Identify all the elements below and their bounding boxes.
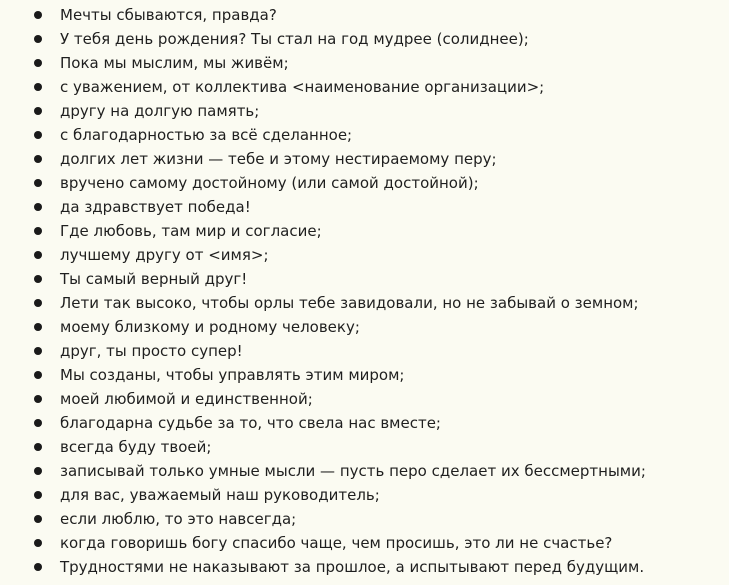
list-item-text: долгих лет жизни — тебе и этому нестираемому перу; [60,150,497,168]
list-item [0,27,729,51]
list-item-text: моему близкому и родному человеку; [60,318,360,336]
list-item [0,483,729,507]
list-item [0,291,729,315]
list-item-text: Пока мы мыслим, мы живём; [60,54,289,72]
list-item-text: Мечты сбываются, правда? [60,6,277,24]
bullet-icon [34,467,42,475]
list-item [0,387,729,411]
list-item-text: всегда буду твоей; [60,438,212,456]
list-item [0,555,729,579]
list-item [0,435,729,459]
list-item-text: лучшему другу от <имя>; [60,246,269,264]
list-item [0,219,729,243]
bullet-icon [34,275,42,283]
list-item-text: с благодарностью за всё сделанное; [60,126,353,144]
bullet-icon [34,371,42,379]
bullet-icon [34,323,42,331]
bullet-icon [34,59,42,67]
list-item [0,459,729,483]
bullet-icon [34,83,42,91]
bullet-icon [34,227,42,235]
list-item-text: для вас, уважаемый наш руководитель; [60,486,380,504]
list-item [0,195,729,219]
list-item [0,339,729,363]
list-item [0,267,729,291]
list-item-text: У тебя день рождения? Ты стал на год мудрее (солиднее); [60,30,529,48]
list-item-text: записывай только умные мысли — пусть перо сделает их бессмертными; [60,462,646,480]
list-item [0,315,729,339]
list-item-text: Трудностями не наказывают за прошлое, а испытывают перед будущим. [60,558,645,576]
list-item-text: Где любовь, там мир и согласие; [60,222,322,240]
list-item [0,363,729,387]
list-item-text: моей любимой и единственной; [60,390,313,408]
list-item-text: с уважением, от коллектива <наименование организации>; [60,78,545,96]
bullet-icon [34,443,42,451]
bullet-icon [34,491,42,499]
bullet-icon [34,563,42,571]
bullet-icon [34,515,42,523]
list-item [0,507,729,531]
list-item [0,123,729,147]
list-item [0,51,729,75]
bullet-icon [34,299,42,307]
list-item-text: если люблю, то это навсегда; [60,510,297,528]
list-item-text: Ты самый верный друг! [60,270,248,288]
list-item [0,171,729,195]
bullet-icon [34,539,42,547]
bullet-list [0,3,729,579]
bullet-icon [34,107,42,115]
bullet-icon [34,131,42,139]
list-item-text: Мы созданы, чтобы управлять этим миром; [60,366,405,384]
bullet-icon [34,11,42,19]
list-item-text: другу на долгую память; [60,102,260,120]
list-item-text: друг, ты просто супер! [60,342,243,360]
bullet-icon [34,419,42,427]
list-item-text: когда говоришь богу спасибо чаще, чем просишь, это ли не счастье? [60,534,613,552]
list-item-text: да здравствует победа! [60,198,251,216]
list-item [0,411,729,435]
list-item [0,243,729,267]
bullet-icon [34,35,42,43]
list-item [0,75,729,99]
bullet-icon [34,347,42,355]
bullet-icon [34,395,42,403]
bullet-icon [34,179,42,187]
list-item [0,3,729,27]
bullet-icon [34,203,42,211]
list-item-text: вручено самому достойному (или самой достойной); [60,174,479,192]
list-item [0,99,729,123]
bullet-icon [34,251,42,259]
list-item-text: благодарна судьбе за то, что свела нас вместе; [60,414,441,432]
list-item [0,147,729,171]
list-item [0,531,729,555]
list-item-text: Лети так высоко, чтобы орлы тебе завидовали, но не забывай о земном; [60,294,639,312]
bullet-icon [34,155,42,163]
